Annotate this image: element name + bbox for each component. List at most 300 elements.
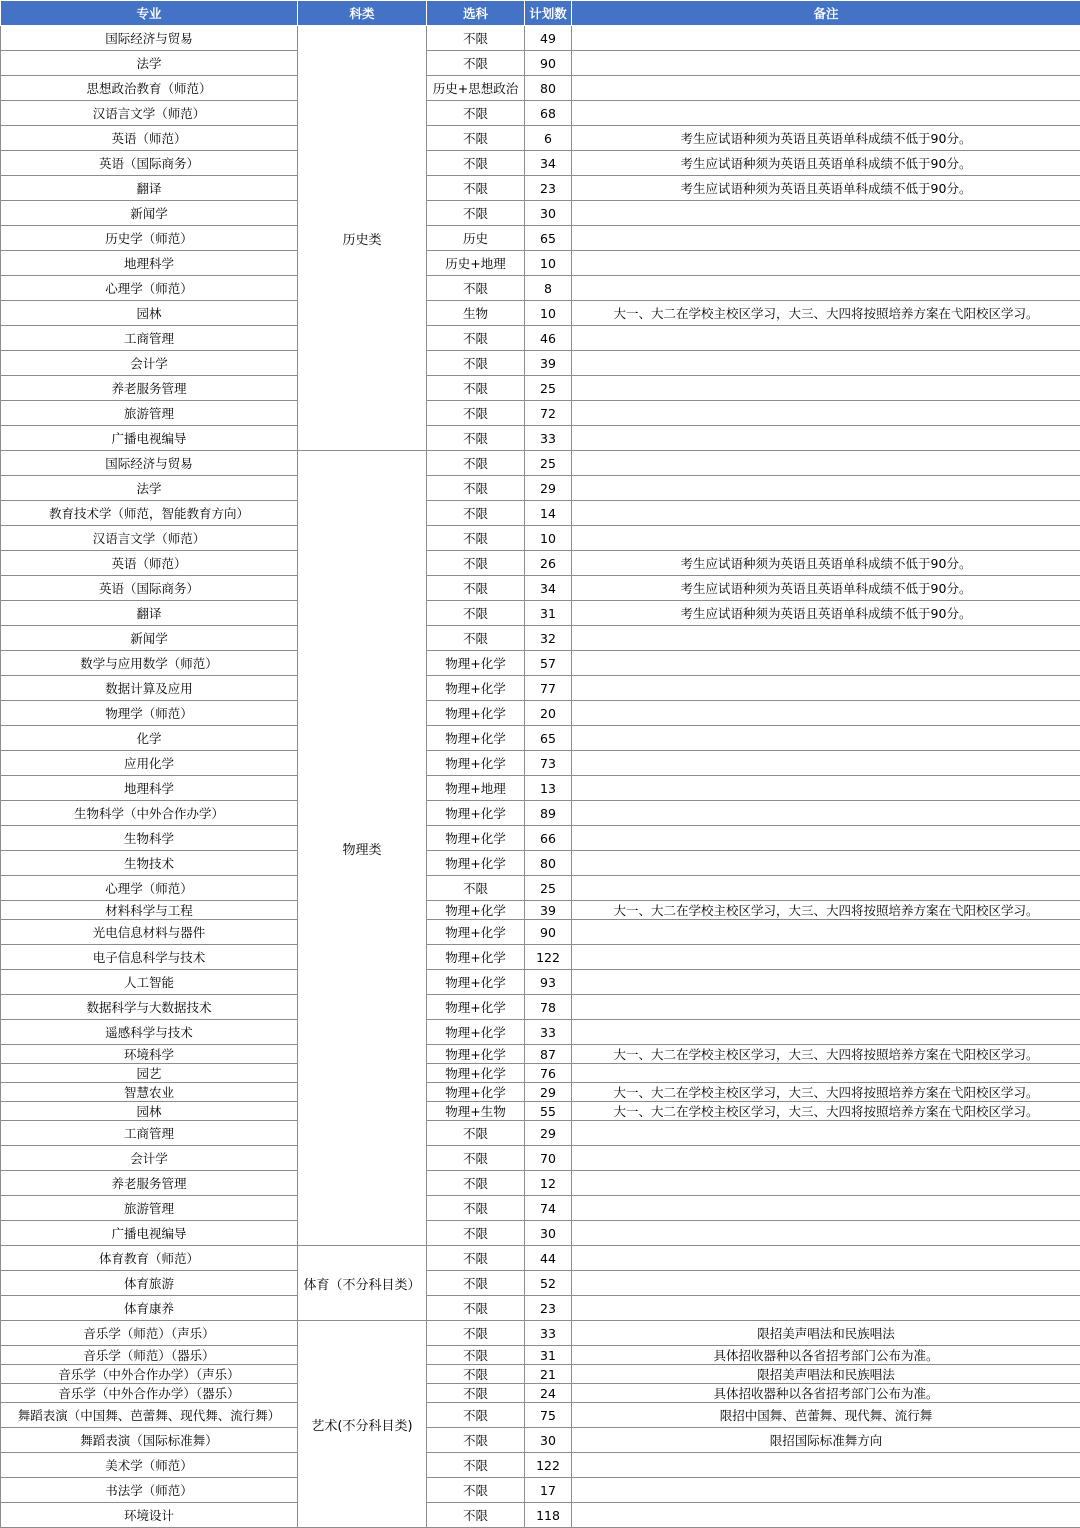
note-cell [572, 776, 1080, 801]
plan-cell: 39 [525, 901, 572, 920]
plan-cell: 46 [525, 326, 572, 351]
plan-cell: 34 [525, 576, 572, 601]
subject-cell: 不限 [427, 526, 525, 551]
note-cell [572, 226, 1080, 251]
note-cell [572, 826, 1080, 851]
major-cell: 数据科学与大数据技术 [1, 995, 298, 1020]
plan-cell: 66 [525, 826, 572, 851]
category-cell: 物理类 [298, 451, 427, 1246]
major-cell: 国际经济与贸易 [1, 451, 298, 476]
subject-cell: 不限 [427, 1428, 525, 1453]
note-cell [572, 1246, 1080, 1271]
category-cell: 体育（不分科目类） [298, 1246, 427, 1321]
major-cell: 人工智能 [1, 970, 298, 995]
table-row [1, 901, 1080, 920]
table-row [1, 526, 1080, 551]
subject-cell: 物理+化学 [427, 920, 525, 945]
plan-cell: 122 [525, 945, 572, 970]
major-cell: 体育教育（师范） [1, 1246, 298, 1271]
subject-cell: 物理+化学 [427, 1064, 525, 1083]
plan-cell: 6 [525, 126, 572, 151]
note-cell [572, 201, 1080, 226]
subject-cell: 不限 [427, 1271, 525, 1296]
table-row [1, 1196, 1080, 1221]
table-row [1, 751, 1080, 776]
subject-cell: 不限 [427, 1321, 525, 1346]
subject-cell: 生物 [427, 301, 525, 326]
subject-cell: 不限 [427, 126, 525, 151]
plan-cell: 90 [525, 51, 572, 76]
note-cell [572, 276, 1080, 301]
plan-cell: 31 [525, 601, 572, 626]
table-row [1, 151, 1080, 176]
major-cell: 数据计算及应用 [1, 676, 298, 701]
major-cell: 音乐学（师范）（声乐） [1, 1321, 298, 1346]
plan-cell: 75 [525, 1403, 572, 1428]
note-cell: 限招中国舞、芭蕾舞、现代舞、流行舞 [572, 1403, 1080, 1428]
major-cell: 音乐学（师范）（器乐） [1, 1346, 298, 1365]
table-row [1, 626, 1080, 651]
note-cell: 考生应试语种须为英语且英语单科成绩不低于90分。 [572, 151, 1080, 176]
table-row [1, 101, 1080, 126]
subject-cell: 不限 [427, 601, 525, 626]
table-row [1, 51, 1080, 76]
major-cell: 旅游管理 [1, 1196, 298, 1221]
note-cell [572, 995, 1080, 1020]
table-row [1, 676, 1080, 701]
major-cell: 养老服务管理 [1, 376, 298, 401]
table-row [1, 1478, 1080, 1503]
header-row [1, 1, 1080, 26]
plan-cell: 30 [525, 1221, 572, 1246]
note-cell [572, 1020, 1080, 1045]
plan-cell: 26 [525, 551, 572, 576]
plan-cell: 29 [525, 1083, 572, 1102]
table-row [1, 1246, 1080, 1271]
note-cell: 具体招收器种以各省招考部门公布为准。 [572, 1384, 1080, 1403]
note-cell [572, 1064, 1080, 1083]
subject-cell: 不限 [427, 1403, 525, 1428]
note-cell [572, 1503, 1080, 1528]
table-row [1, 876, 1080, 901]
header-note: 备注 [572, 1, 1080, 26]
subject-cell: 不限 [427, 451, 525, 476]
plan-cell: 80 [525, 851, 572, 876]
subject-cell: 不限 [427, 351, 525, 376]
major-cell: 广播电视编导 [1, 1221, 298, 1246]
note-cell: 大一、大二在学校主校区学习，大三、大四将按照培养方案在弋阳校区学习。 [572, 301, 1080, 326]
table-row [1, 726, 1080, 751]
major-cell: 国际经济与贸易 [1, 26, 298, 51]
note-cell [572, 1171, 1080, 1196]
major-cell: 园艺 [1, 1064, 298, 1083]
table-row [1, 970, 1080, 995]
plan-cell: 70 [525, 1146, 572, 1171]
plan-cell: 52 [525, 1271, 572, 1296]
table-row [1, 1453, 1080, 1478]
table-row [1, 326, 1080, 351]
plan-cell: 21 [525, 1365, 572, 1384]
plan-cell: 73 [525, 751, 572, 776]
note-cell [572, 1296, 1080, 1321]
subject-cell: 物理+化学 [427, 801, 525, 826]
note-cell [572, 526, 1080, 551]
table-row [1, 1296, 1080, 1321]
plan-cell: 33 [525, 1020, 572, 1045]
note-cell [572, 1221, 1080, 1246]
subject-cell: 不限 [427, 1196, 525, 1221]
major-cell: 工商管理 [1, 1121, 298, 1146]
plan-cell: 68 [525, 101, 572, 126]
note-cell [572, 676, 1080, 701]
subject-cell: 物理+化学 [427, 995, 525, 1020]
note-cell: 大一、大二在学校主校区学习，大三、大四将按照培养方案在弋阳校区学习。 [572, 901, 1080, 920]
table-row [1, 601, 1080, 626]
note-cell [572, 51, 1080, 76]
table-row [1, 1171, 1080, 1196]
table-row [1, 1045, 1080, 1064]
major-cell: 法学 [1, 51, 298, 76]
plan-cell: 65 [525, 226, 572, 251]
major-cell: 环境科学 [1, 1045, 298, 1064]
note-cell: 限招美声唱法和民族唱法 [572, 1365, 1080, 1384]
plan-cell: 24 [525, 1384, 572, 1403]
plan-cell: 118 [525, 1503, 572, 1528]
note-cell: 考生应试语种须为英语且英语单科成绩不低于90分。 [572, 126, 1080, 151]
plan-cell: 31 [525, 1346, 572, 1365]
note-cell [572, 401, 1080, 426]
note-cell [572, 76, 1080, 101]
plan-cell: 49 [525, 26, 572, 51]
subject-cell: 物理+化学 [427, 1045, 525, 1064]
note-cell [572, 476, 1080, 501]
subject-cell: 不限 [427, 201, 525, 226]
table-row [1, 1146, 1080, 1171]
subject-cell: 不限 [427, 1478, 525, 1503]
subject-cell: 不限 [427, 151, 525, 176]
note-cell [572, 251, 1080, 276]
major-cell: 心理学（师范） [1, 876, 298, 901]
note-cell: 大一、大二在学校主校区学习，大三、大四将按照培养方案在弋阳校区学习。 [572, 1083, 1080, 1102]
plan-cell: 29 [525, 1121, 572, 1146]
plan-cell: 32 [525, 626, 572, 651]
major-cell: 遥感科学与技术 [1, 1020, 298, 1045]
major-cell: 养老服务管理 [1, 1171, 298, 1196]
note-cell [572, 451, 1080, 476]
note-cell [572, 851, 1080, 876]
note-cell [572, 501, 1080, 526]
subject-cell: 不限 [427, 1121, 525, 1146]
major-cell: 地理科学 [1, 776, 298, 801]
plan-cell: 23 [525, 176, 572, 201]
major-cell: 心理学（师范） [1, 276, 298, 301]
note-cell [572, 701, 1080, 726]
subject-cell: 不限 [427, 1453, 525, 1478]
major-cell: 会计学 [1, 351, 298, 376]
plan-cell: 30 [525, 201, 572, 226]
table-row [1, 126, 1080, 151]
major-cell: 新闻学 [1, 626, 298, 651]
note-cell [572, 801, 1080, 826]
table-row [1, 551, 1080, 576]
subject-cell: 不限 [427, 426, 525, 451]
subject-cell: 不限 [427, 176, 525, 201]
plan-cell: 34 [525, 151, 572, 176]
table-row [1, 451, 1080, 476]
major-cell: 应用化学 [1, 751, 298, 776]
major-cell: 生物科学（中外合作办学） [1, 801, 298, 826]
note-cell: 大一、大二在学校主校区学习，大三、大四将按照培养方案在弋阳校区学习。 [572, 1045, 1080, 1064]
header-plan: 计划数 [525, 1, 572, 26]
header-subject: 选科 [427, 1, 525, 26]
subject-cell: 不限 [427, 276, 525, 301]
subject-cell: 物理+化学 [427, 676, 525, 701]
table-row [1, 1083, 1080, 1102]
major-cell: 生物科学 [1, 826, 298, 851]
subject-cell: 物理+化学 [427, 901, 525, 920]
table-row [1, 651, 1080, 676]
subject-cell: 不限 [427, 476, 525, 501]
table-row [1, 351, 1080, 376]
subject-cell: 不限 [427, 1346, 525, 1365]
plan-cell: 20 [525, 701, 572, 726]
note-cell [572, 751, 1080, 776]
table-row [1, 426, 1080, 451]
plan-cell: 39 [525, 351, 572, 376]
major-cell: 英语（师范） [1, 126, 298, 151]
table-row [1, 1321, 1080, 1346]
major-cell: 化学 [1, 726, 298, 751]
note-cell [572, 876, 1080, 901]
subject-cell: 物理+化学 [427, 1083, 525, 1102]
table-row [1, 945, 1080, 970]
subject-cell: 不限 [427, 626, 525, 651]
major-cell: 思想政治教育（师范） [1, 76, 298, 101]
subject-cell: 物理+化学 [427, 726, 525, 751]
subject-cell: 物理+化学 [427, 751, 525, 776]
subject-cell: 不限 [427, 26, 525, 51]
table-row [1, 1221, 1080, 1246]
plan-cell: 30 [525, 1428, 572, 1453]
note-cell [572, 426, 1080, 451]
table-row [1, 401, 1080, 426]
table-row [1, 701, 1080, 726]
major-cell: 音乐学（中外合作办学）（器乐） [1, 1384, 298, 1403]
header-category: 科类 [298, 1, 427, 26]
table-row [1, 1102, 1080, 1121]
table-row [1, 1403, 1080, 1428]
plan-cell: 76 [525, 1064, 572, 1083]
subject-cell: 不限 [427, 1171, 525, 1196]
plan-cell: 13 [525, 776, 572, 801]
subject-cell: 不限 [427, 401, 525, 426]
table-row [1, 995, 1080, 1020]
major-cell: 书法学（师范） [1, 1478, 298, 1503]
major-cell: 材料科学与工程 [1, 901, 298, 920]
table-row [1, 776, 1080, 801]
note-cell [572, 1196, 1080, 1221]
table-row [1, 26, 1080, 51]
table-row [1, 1365, 1080, 1384]
subject-cell: 不限 [427, 1365, 525, 1384]
major-cell: 英语（国际商务） [1, 576, 298, 601]
table-row [1, 920, 1080, 945]
plan-cell: 33 [525, 1321, 572, 1346]
plan-cell: 80 [525, 76, 572, 101]
major-cell: 新闻学 [1, 201, 298, 226]
subject-cell: 不限 [427, 551, 525, 576]
table-row [1, 1428, 1080, 1453]
major-cell: 法学 [1, 476, 298, 501]
category-cell: 历史类 [298, 26, 427, 451]
subject-cell: 不限 [427, 326, 525, 351]
note-cell [572, 1121, 1080, 1146]
major-cell: 会计学 [1, 1146, 298, 1171]
table-row [1, 176, 1080, 201]
table-row [1, 801, 1080, 826]
major-cell: 体育康养 [1, 1296, 298, 1321]
note-cell [572, 651, 1080, 676]
major-cell: 物理学（师范） [1, 701, 298, 726]
plan-cell: 122 [525, 1453, 572, 1478]
major-cell: 舞蹈表演（国际标准舞） [1, 1428, 298, 1453]
note-cell: 考生应试语种须为英语且英语单科成绩不低于90分。 [572, 551, 1080, 576]
note-cell [572, 326, 1080, 351]
plan-cell: 10 [525, 526, 572, 551]
table-row [1, 1020, 1080, 1045]
plan-cell: 87 [525, 1045, 572, 1064]
major-cell: 舞蹈表演（中国舞、芭蕾舞、现代舞、流行舞） [1, 1403, 298, 1428]
major-cell: 翻译 [1, 601, 298, 626]
major-cell: 智慧农业 [1, 1083, 298, 1102]
subject-cell: 不限 [427, 101, 525, 126]
table-row [1, 1503, 1080, 1528]
note-cell [572, 970, 1080, 995]
subject-cell: 不限 [427, 876, 525, 901]
note-cell: 限招美声唱法和民族唱法 [572, 1321, 1080, 1346]
note-cell: 限招国际标准舞方向 [572, 1428, 1080, 1453]
major-cell: 数学与应用数学（师范） [1, 651, 298, 676]
subject-cell: 不限 [427, 501, 525, 526]
subject-cell: 不限 [427, 1296, 525, 1321]
subject-cell: 不限 [427, 1246, 525, 1271]
plan-cell: 74 [525, 1196, 572, 1221]
major-cell: 英语（国际商务） [1, 151, 298, 176]
subject-cell: 不限 [427, 51, 525, 76]
table-row [1, 1271, 1080, 1296]
subject-cell: 不限 [427, 1503, 525, 1528]
major-cell: 工商管理 [1, 326, 298, 351]
plan-cell: 25 [525, 376, 572, 401]
plan-cell: 33 [525, 426, 572, 451]
category-cell: 艺术(不分科目类) [298, 1321, 427, 1528]
subject-cell: 物理+化学 [427, 945, 525, 970]
major-cell: 广播电视编导 [1, 426, 298, 451]
plan-cell: 57 [525, 651, 572, 676]
major-cell: 电子信息科学与技术 [1, 945, 298, 970]
major-cell: 旅游管理 [1, 401, 298, 426]
plan-cell: 65 [525, 726, 572, 751]
subject-cell: 物理+生物 [427, 1102, 525, 1121]
subject-cell: 物理+化学 [427, 651, 525, 676]
subject-cell: 物理+化学 [427, 701, 525, 726]
major-cell: 生物技术 [1, 851, 298, 876]
plan-cell: 8 [525, 276, 572, 301]
major-cell: 光电信息材料与器件 [1, 920, 298, 945]
plan-cell: 72 [525, 401, 572, 426]
plan-cell: 89 [525, 801, 572, 826]
subject-cell: 不限 [427, 1384, 525, 1403]
table-row [1, 276, 1080, 301]
plan-cell: 23 [525, 1296, 572, 1321]
subject-cell: 不限 [427, 1146, 525, 1171]
table-row [1, 226, 1080, 251]
subject-cell: 物理+化学 [427, 970, 525, 995]
major-cell: 地理科学 [1, 251, 298, 276]
major-cell: 美术学（师范） [1, 1453, 298, 1478]
plan-cell: 29 [525, 476, 572, 501]
table-row [1, 76, 1080, 101]
subject-cell: 历史 [427, 226, 525, 251]
plan-cell: 25 [525, 876, 572, 901]
table-row [1, 501, 1080, 526]
table-row [1, 851, 1080, 876]
note-cell [572, 726, 1080, 751]
table-row [1, 576, 1080, 601]
major-cell: 汉语言文学（师范） [1, 526, 298, 551]
major-cell: 体育旅游 [1, 1271, 298, 1296]
note-cell: 具体招收器种以各省招考部门公布为准。 [572, 1346, 1080, 1365]
note-cell [572, 1478, 1080, 1503]
major-cell: 园林 [1, 1102, 298, 1121]
plan-cell: 17 [525, 1478, 572, 1503]
plan-cell: 90 [525, 920, 572, 945]
note-cell: 考生应试语种须为英语且英语单科成绩不低于90分。 [572, 576, 1080, 601]
table-row [1, 376, 1080, 401]
plan-cell: 44 [525, 1246, 572, 1271]
note-cell [572, 101, 1080, 126]
note-cell: 考生应试语种须为英语且英语单科成绩不低于90分。 [572, 176, 1080, 201]
note-cell [572, 1271, 1080, 1296]
subject-cell: 物理+化学 [427, 826, 525, 851]
subject-cell: 物理+地理 [427, 776, 525, 801]
major-cell: 汉语言文学（师范） [1, 101, 298, 126]
table-row [1, 1121, 1080, 1146]
major-cell: 翻译 [1, 176, 298, 201]
table-row [1, 476, 1080, 501]
subject-cell: 物理+化学 [427, 1020, 525, 1045]
major-cell: 教育技术学（师范，智能教育方向） [1, 501, 298, 526]
major-cell: 音乐学（中外合作办学）（声乐） [1, 1365, 298, 1384]
note-cell [572, 26, 1080, 51]
subject-cell: 历史+思想政治 [427, 76, 525, 101]
note-cell: 大一、大二在学校主校区学习，大三、大四将按照培养方案在弋阳校区学习。 [572, 1102, 1080, 1121]
subject-cell: 历史+地理 [427, 251, 525, 276]
note-cell [572, 376, 1080, 401]
table-row [1, 1384, 1080, 1403]
plan-cell: 10 [525, 301, 572, 326]
plan-cell: 55 [525, 1102, 572, 1121]
table-row [1, 826, 1080, 851]
table-row [1, 1346, 1080, 1365]
table-row [1, 301, 1080, 326]
subject-cell: 不限 [427, 576, 525, 601]
major-cell: 环境设计 [1, 1503, 298, 1528]
plan-cell: 77 [525, 676, 572, 701]
plan-cell: 25 [525, 451, 572, 476]
note-cell [572, 1453, 1080, 1478]
major-cell: 历史学（师范） [1, 226, 298, 251]
